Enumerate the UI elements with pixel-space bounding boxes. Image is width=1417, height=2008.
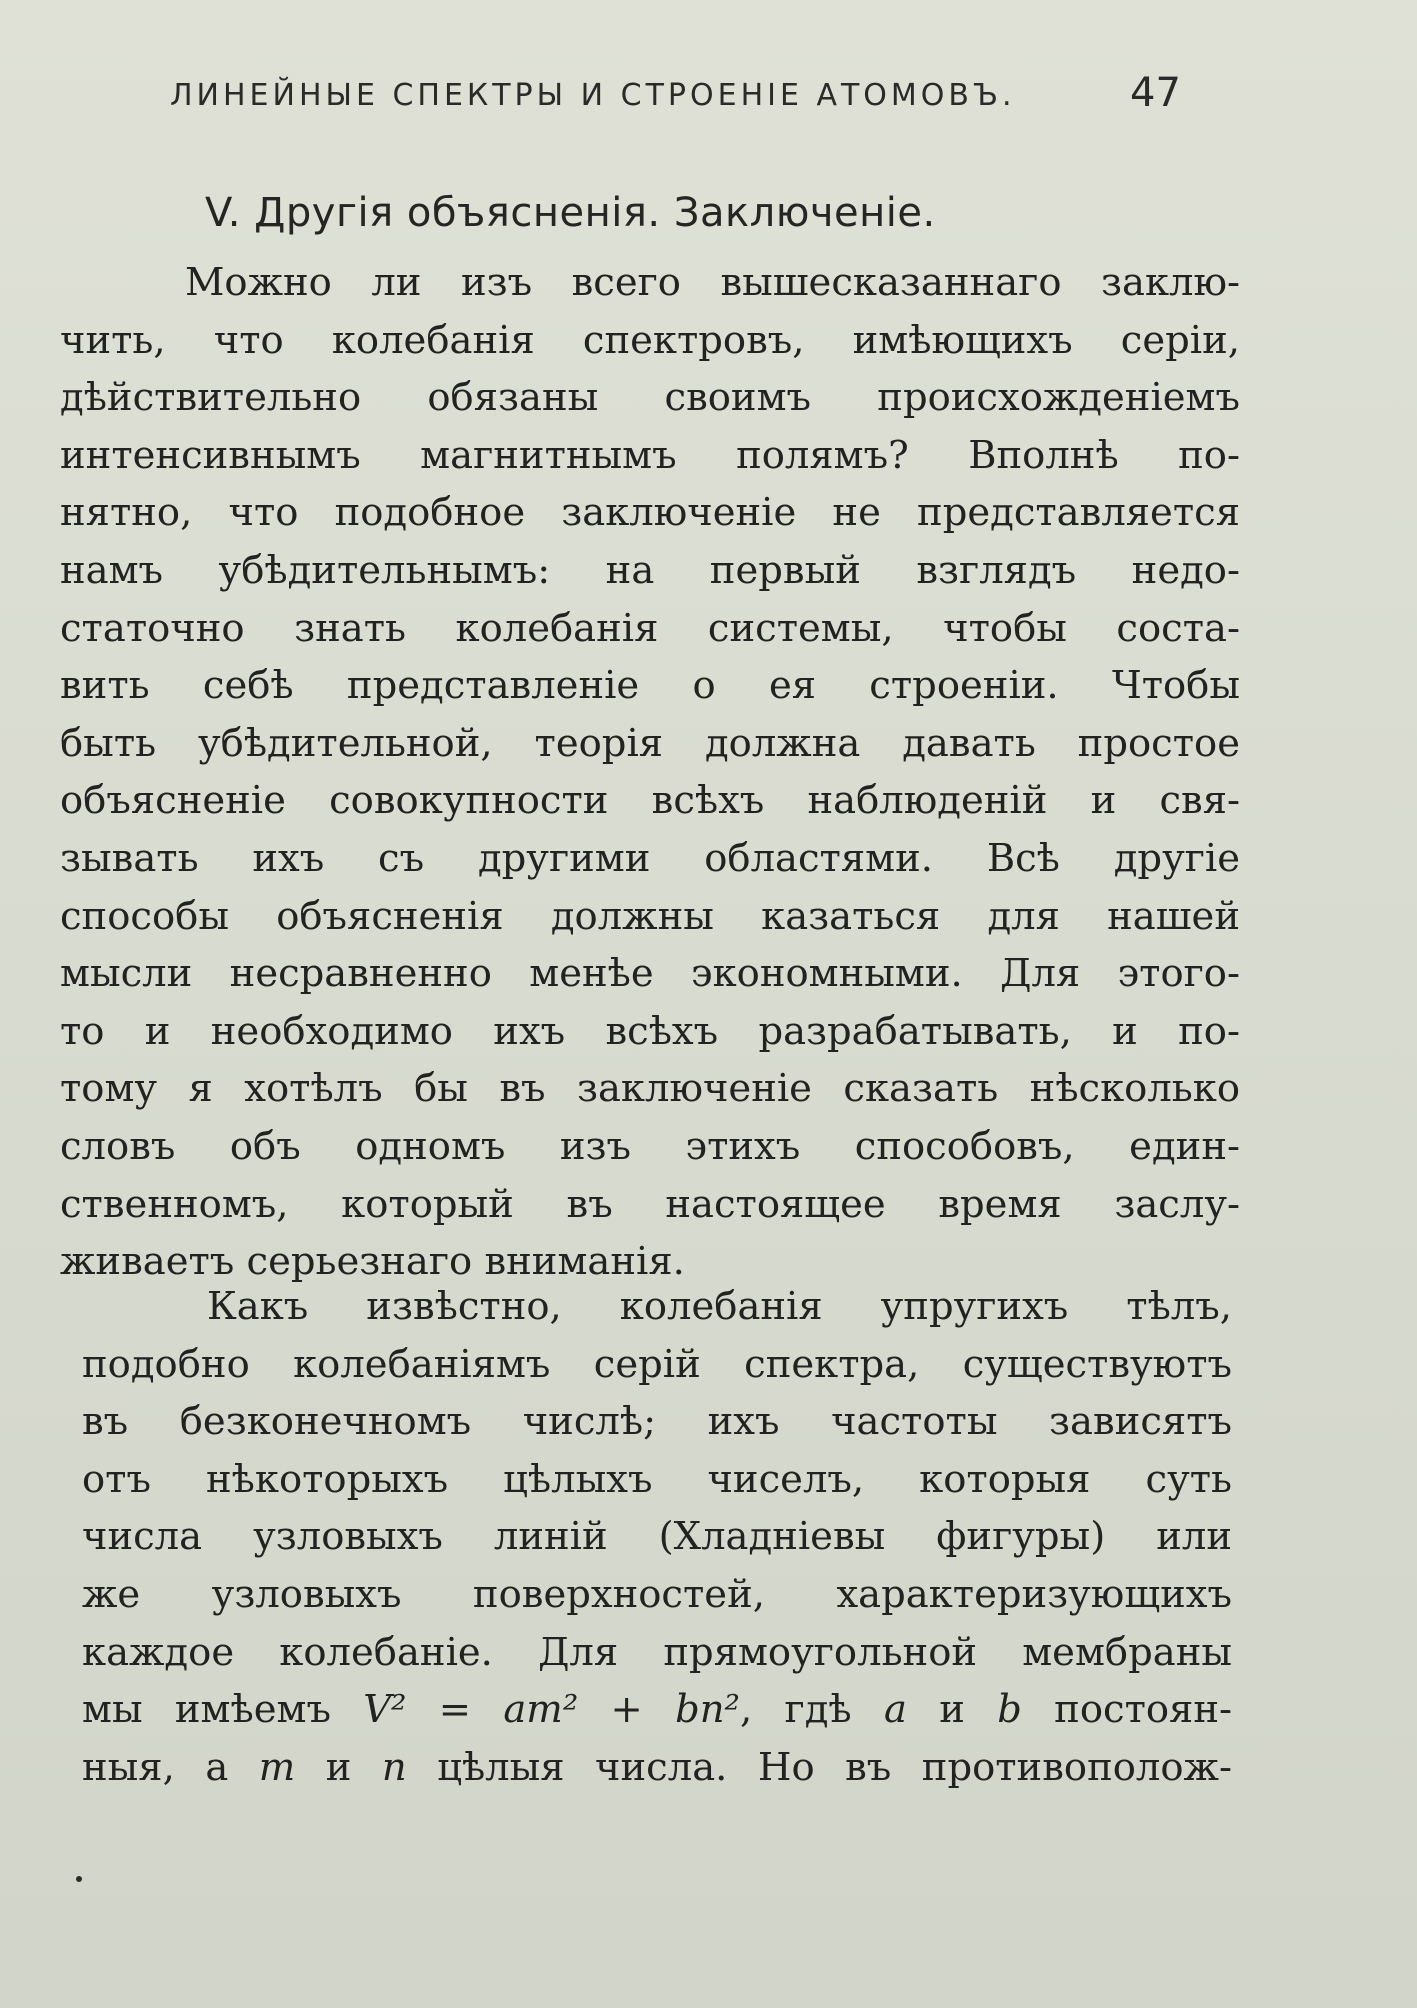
- section-heading: V. Другія объясненія. Заключеніе.: [205, 190, 936, 236]
- formula-text-line: [82, 1681, 1232, 1739]
- final-line-tail: цѣлыя числа. Но въ противополож-: [406, 1744, 1232, 1790]
- formula-line-text: и: [906, 1687, 998, 1733]
- text-line: статочно знать колебанія системы, чтобы соста-: [60, 605, 1240, 651]
- membrane-formula: V² = am² + bn²: [363, 1687, 740, 1733]
- text-line: словъ объ одномъ изъ этихъ способовъ, един-: [60, 1123, 1240, 1169]
- page-number: 47: [1130, 70, 1181, 116]
- text-line: Какъ извѣстно, колебанія упругихъ тѣлъ,: [207, 1284, 1232, 1329]
- formula-line-text: , гдѣ: [740, 1687, 884, 1733]
- text-line: живаетъ серьезнаго вниманія.: [60, 1239, 685, 1285]
- text-line: числа узловыхъ линій (Хладніевы фигуры) или: [82, 1514, 1232, 1560]
- variable-b: b: [997, 1687, 1022, 1733]
- text-line: объясненіе совокупности всѣхъ наблюденій и свя-: [60, 778, 1240, 824]
- variable-m: m: [258, 1744, 296, 1790]
- running-header-title: ЛИНЕЙНЫЕ СПЕКТРЫ И СТРОЕНІЕ АТОМОВЪ.: [170, 78, 1016, 113]
- text-line: дѣйствительно обязаны своимъ происхожденіемъ: [60, 375, 1240, 421]
- text-line: тому я хотѣлъ бы въ заключеніе сказать нѣсколько: [60, 1066, 1240, 1112]
- formula-line-tail: постоян-: [1021, 1687, 1233, 1733]
- text-line: подобно колебаніямъ серій спектра, существуютъ: [82, 1341, 1232, 1387]
- text-line: же узловыхъ поверхностей, характеризующихъ: [82, 1571, 1232, 1617]
- text-line: мысли несравненно менѣе экономными. Для этого-: [60, 951, 1240, 997]
- text-line: Можно ли изъ всего вышесказаннаго заклю-: [185, 260, 1240, 305]
- text-line: чить, что колебанія спектровъ, имѣющихъ серіи,: [60, 317, 1240, 363]
- text-line: отъ нѣкоторыхъ цѣлыхъ чиселъ, которыя суть: [82, 1456, 1232, 1502]
- text-line: то и необходимо ихъ всѣхъ разрабатывать, и по-: [60, 1008, 1240, 1054]
- variable-a: a: [883, 1687, 907, 1733]
- ink-speck: [76, 1876, 82, 1882]
- text-line: намъ убѣдительнымъ: на первый взглядъ недо-: [60, 547, 1240, 593]
- formula-line-lead: мы имѣемъ: [82, 1687, 364, 1733]
- paragraph-1: [60, 254, 1240, 1291]
- text-line: каждое колебаніе. Для прямоугольной мембраны: [82, 1629, 1232, 1675]
- text-line: въ безконечномъ числѣ; ихъ частоты зависятъ: [82, 1399, 1232, 1445]
- text-line: ственномъ, который въ настоящее время заслу-: [60, 1181, 1240, 1227]
- final-text-line: [82, 1739, 1232, 1797]
- text-line: способы объясненія должны казаться для нашей: [60, 893, 1240, 939]
- final-line-text: и: [295, 1744, 382, 1790]
- text-line: вить себѣ представленіе о ея строеніи. Чтобы: [60, 663, 1240, 709]
- text-line: быть убѣдительной, теорія должна давать простое: [60, 720, 1240, 766]
- variable-n: n: [381, 1744, 407, 1790]
- final-line-lead: ныя, а: [82, 1744, 259, 1790]
- paragraph-2: [82, 1278, 1232, 1796]
- text-line: нятно, что подобное заключеніе не представляется: [60, 490, 1240, 536]
- text-line: зывать ихъ съ другими областями. Всѣ другіе: [60, 835, 1240, 881]
- text-line: интенсивнымъ магнитнымъ полямъ? Вполнѣ по-: [60, 432, 1240, 478]
